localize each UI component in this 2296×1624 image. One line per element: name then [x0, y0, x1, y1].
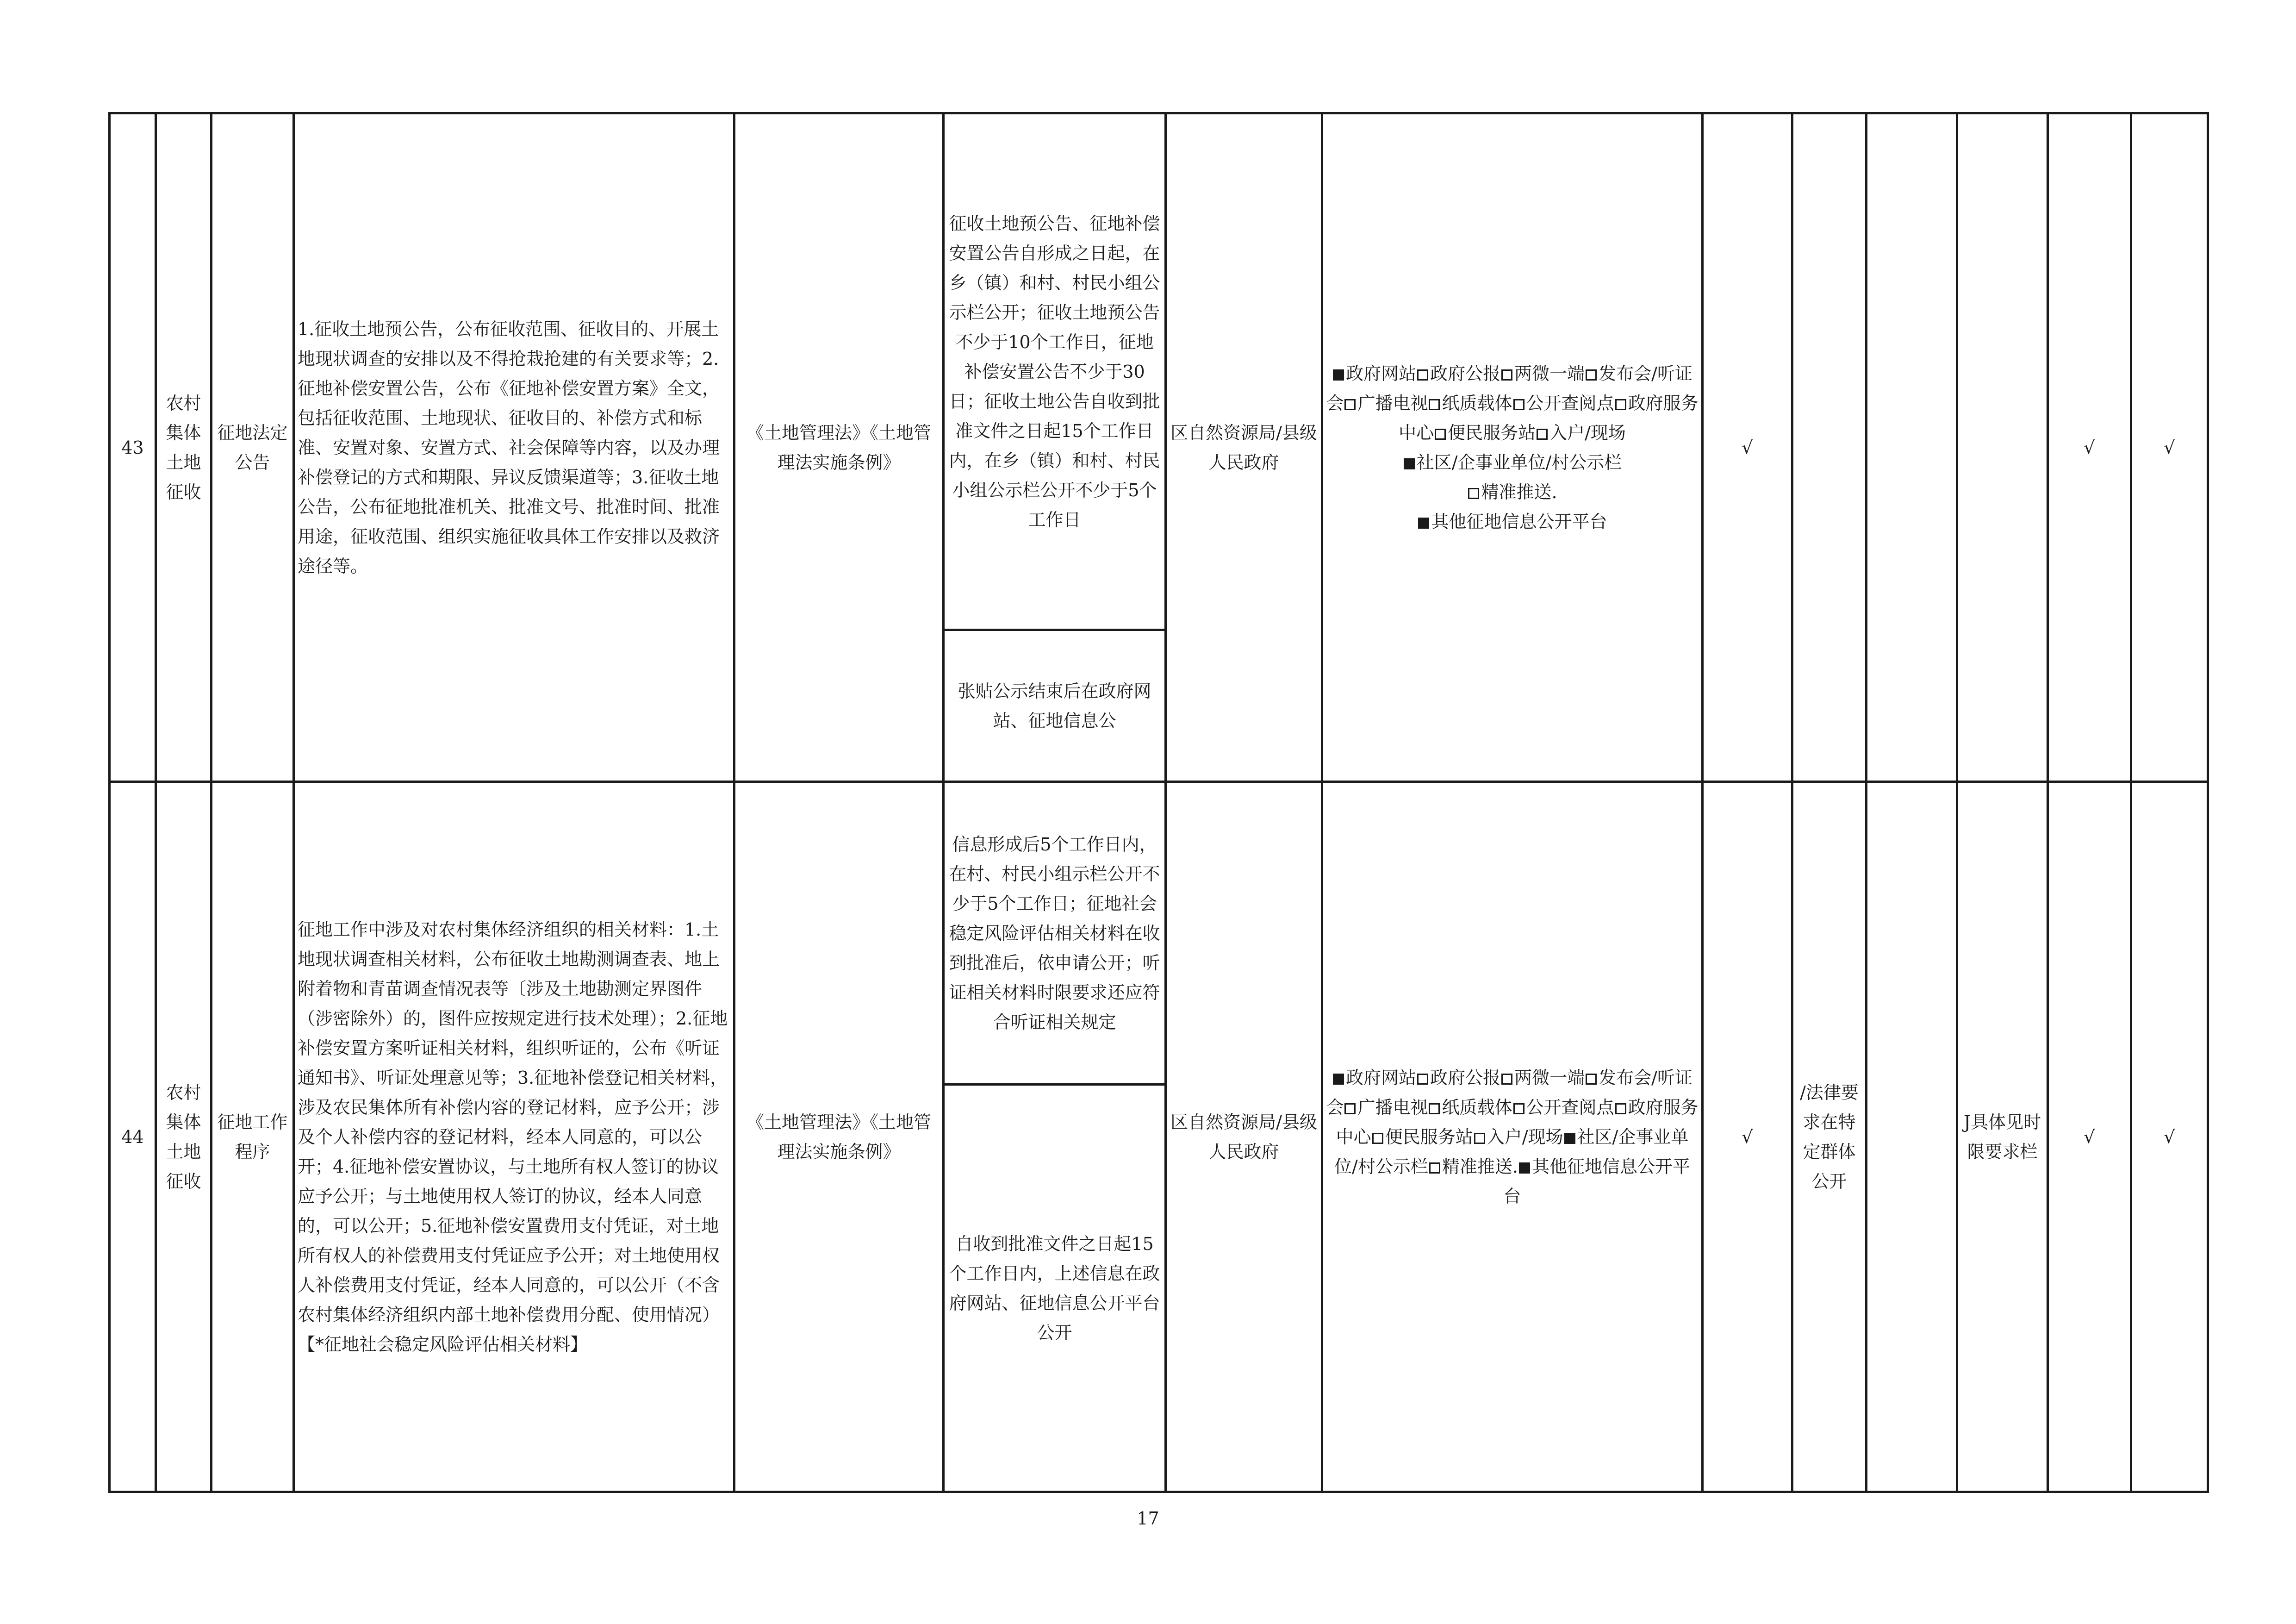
check-mark: √	[1703, 113, 1792, 782]
table-row	[110, 113, 2208, 630]
empty-box-icon	[1417, 1074, 1428, 1085]
empty-box-icon	[1615, 1103, 1626, 1114]
empty-box-icon	[1435, 429, 1446, 440]
content-cell: 征地工作中涉及对农村集体经济组织的相关材料：1.土地现状调查相关材料，公布征收土地勘测调查表、地上附着物和青苗调查情况表等〔涉及土地勘测定界图件（涉密除外）的，图件应按规定进行技术处理）；2.征地补偿安置方案听证相关材料，组织听证的，公布《听证通知书》、听证处理意见等；3.征地补偿登记相关材料，涉及农民集体所有补偿内容的登记材料，应予公开；涉及个人补偿内容的登记材料，经本人同意的，可以公开；4.征地补偿安置协议，与土地所有权人签订的协议应予公开；与土地使用权人签订的协议，经本人同意的，可以公开；5.征地补偿安置费用支付凭证，对土地所有权人的补偿费用支付凭证应予公开；对土地使用权人补偿费用支付凭证，经本人同意的，可以公开（不含农村集体经济组织内部土地补偿费用分配、使用情况）【*征地社会稳定风险评估相关材料】	[294, 782, 734, 1492]
empty-box-icon	[1513, 1103, 1524, 1114]
empty-cell	[1867, 782, 1957, 1492]
scope-cell	[1792, 113, 1867, 782]
item-cell: 征地工作程序	[212, 782, 294, 1492]
check-mark: √	[1703, 782, 1792, 1492]
item-cell: 征地法定公告	[212, 113, 294, 782]
disclosure-table	[108, 112, 2209, 1493]
empty-box-icon	[1474, 1133, 1485, 1144]
row-number: 44	[110, 782, 156, 1492]
category-cell: 农村集体土地征收	[156, 782, 212, 1492]
empty-box-icon	[1372, 1133, 1383, 1144]
scope-cell: /法律要求在特定群体公开	[1792, 782, 1867, 1492]
checked-box-icon	[1333, 1074, 1344, 1085]
time-limit-cell: 征收土地预公告、征地补偿安置公告自形成之日起，在乡（镇）和村、村民小组公示栏公开；征收土地预公告不少于10个工作日，征地补偿安置公告不少于30日；征收土地公告自收到批准文件之日起15个工作日内，在乡（镇）和村、村民小组公示栏公开不少于5个工作日	[944, 113, 1166, 630]
time-limit-cell: 张贴公示结束后在政府网站、征地信息公	[944, 630, 1166, 782]
page-number: 17	[1137, 1508, 1159, 1529]
empty-box-icon	[1344, 1103, 1356, 1114]
content-cell: 1.征收土地预公告，公布征收范围、征收目的、开展土地现状调查的安排以及不得抢栽抢建的有关要求等；2.征地补偿安置公告，公布《征地补偿安置方案》全文，包括征收范围、土地现状、征收目的、补偿方式和标准、安置对象、安置方式、社会保障等内容，以及办理补偿登记的方式和期限、异议反馈渠道等；3.征收土地公告，公布征地批准机关、批准文号、批准时间、批准用途，征收范围、组织实施征收具体工作安排以及救济途径等。	[294, 113, 734, 782]
category-cell: 农村集体土地征收	[156, 113, 212, 782]
channel-cell: 政府网站 政府公报 两微一端 发布会/听证会 广播电视 纸质载体 公开查阅点 政府服务中心 便民服务站 入户/现场 社区/企事业单位/村公示栏 精准推送. 其他征地信息公开平台	[1322, 113, 1703, 782]
empty-box-icon	[1429, 399, 1440, 410]
empty-box-icon	[1586, 369, 1597, 381]
table-row	[110, 782, 2208, 1085]
checked-box-icon	[1519, 1162, 1530, 1174]
row-number: 43	[110, 113, 156, 782]
empty-box-icon	[1586, 1074, 1597, 1085]
empty-box-icon	[1429, 1103, 1440, 1114]
note-cell: J具体见时限要求栏	[1957, 782, 2048, 1492]
checked-box-icon	[1564, 1133, 1575, 1144]
time-limit-cell: 自收到批准文件之日起15个工作日内，上述信息在政府网站、征地信息公开平台公开	[944, 1085, 1166, 1492]
note-cell	[1957, 113, 2048, 782]
checked-box-icon	[1333, 369, 1344, 381]
time-limit-cell: 信息形成后5个工作日内，在村、村民小组示栏公开不少于5个工作日；征地社会稳定风险评估相关材料在收到批准后，依申请公开；听证相关材料时限要求还应符合听证相关规定	[944, 782, 1166, 1085]
check-mark: √	[2048, 782, 2131, 1492]
empty-box-icon	[1615, 399, 1626, 410]
empty-cell	[1867, 113, 1957, 782]
empty-box-icon	[1501, 1074, 1512, 1085]
subject-cell: 区自然资源局/县级人民政府	[1166, 782, 1322, 1492]
empty-box-icon	[1417, 369, 1428, 381]
empty-box-icon	[1501, 369, 1512, 381]
empty-box-icon	[1429, 1162, 1440, 1174]
empty-box-icon	[1344, 399, 1356, 410]
checked-box-icon	[1418, 518, 1429, 529]
basis-cell: 《土地管理法》《土地管理法实施条例》	[734, 113, 944, 782]
checked-box-icon	[1404, 458, 1415, 469]
check-mark: √	[2131, 782, 2208, 1492]
check-mark: √	[2048, 113, 2131, 782]
check-mark: √	[2131, 113, 2208, 782]
empty-box-icon	[1513, 399, 1524, 410]
empty-box-icon	[1537, 429, 1548, 440]
empty-box-icon	[1468, 488, 1479, 499]
basis-cell: 《土地管理法》《土地管理法实施条例》	[734, 782, 944, 1492]
channel-cell: 政府网站 政府公报 两微一端 发布会/听证会 广播电视 纸质载体 公开查阅点 政府服务中心 便民服务站 入户/现场 社区/企事业单位/村公示栏 精准推送. 其他征地信息公开平台	[1322, 782, 1703, 1492]
subject-cell: 区自然资源局/县级人民政府	[1166, 113, 1322, 782]
